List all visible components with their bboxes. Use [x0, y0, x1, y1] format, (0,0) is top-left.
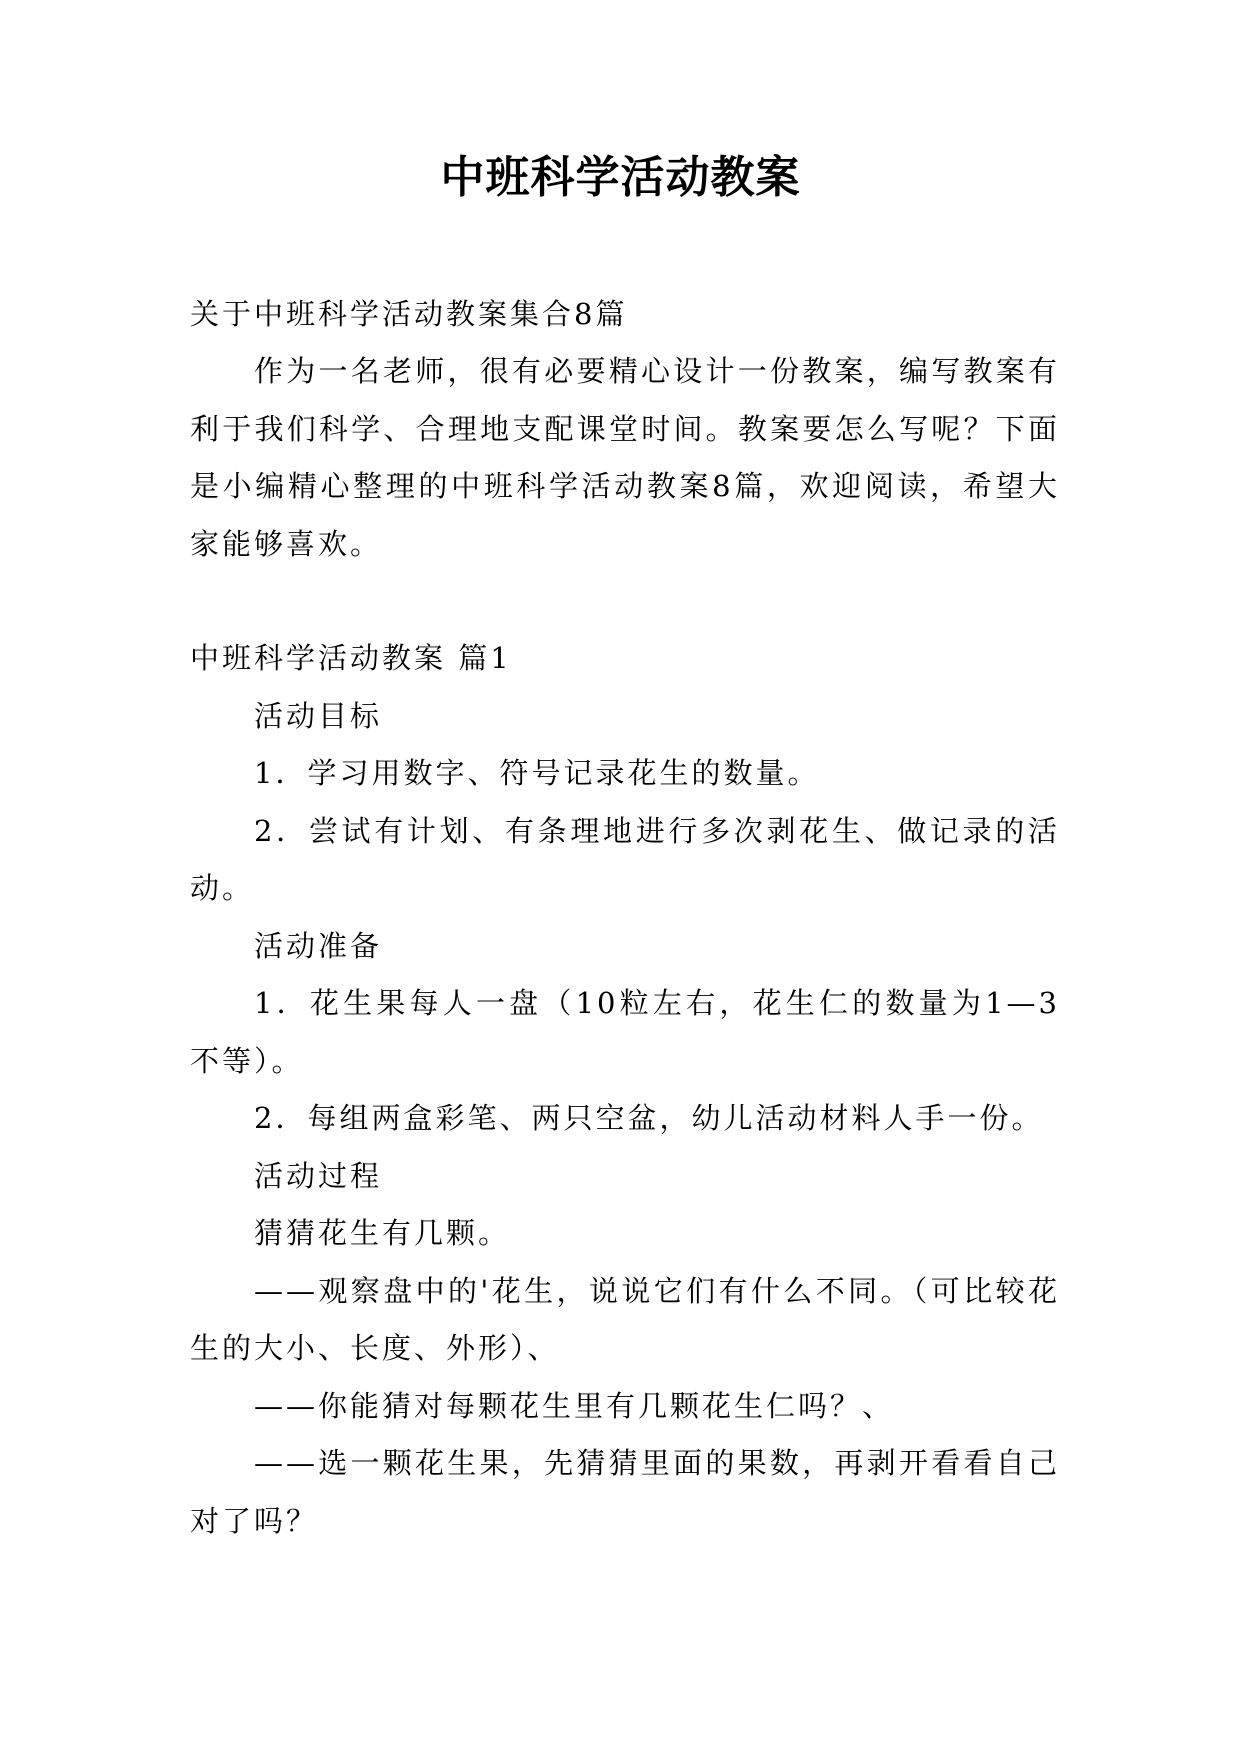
document-subtitle [190, 286, 1060, 344]
intro-block [190, 343, 1060, 573]
heading-activity-process: 活动过程 [254, 1158, 383, 1193]
preparation-item-2: 2．每组两盒彩笔、两只空盆，幼儿活动材料人手一份。 [254, 1101, 1044, 1135]
document-title: 中班科学活动教案 [440, 152, 801, 203]
lesson-plan-section [190, 630, 1060, 1550]
process-step-guess: 猜猜花生有几颗。 [254, 1216, 511, 1250]
goal-item-1: 1．学习用数字、符号记录花生的数量。 [254, 756, 820, 790]
process-item-choose: ——选一颗花生果，先猜猜里面的果数，再剥开看看自己对了吗？ [190, 1446, 1060, 1538]
preparation-item-1: 1．花生果每人一盘（10粒左右，花生仁的数量为1—3不等）。 [190, 986, 1060, 1078]
subtitle-text: 关于中班科学活动教案集合8篇 [190, 297, 628, 331]
process-item-question: ——你能猜对每颗花生里有几颗花生仁吗？、 [254, 1388, 895, 1423]
goal-item-2: 2．尝试有计划、有条理地进行多次剥花生、做记录的活动。 [190, 813, 1060, 905]
heading-activity-preparation: 活动准备 [254, 928, 383, 963]
section-heading: 中班科学活动教案 篇1 [190, 641, 512, 675]
heading-activity-goals: 活动目标 [254, 698, 383, 733]
intro-paragraph: 作为一名老师，很有必要精心设计一份教案，编写教案有利于我们科学、合理地支配课堂时间。教案要怎么写呢？下面是小编精心整理的中班科学活动教案8篇，欢迎阅读，希望大家能够喜欢。 [190, 354, 1060, 561]
process-item-observe: ——观察盘中的'花生，说说它们有什么不同。（可比较花生的大小、长度、外形）、 [190, 1273, 1060, 1365]
